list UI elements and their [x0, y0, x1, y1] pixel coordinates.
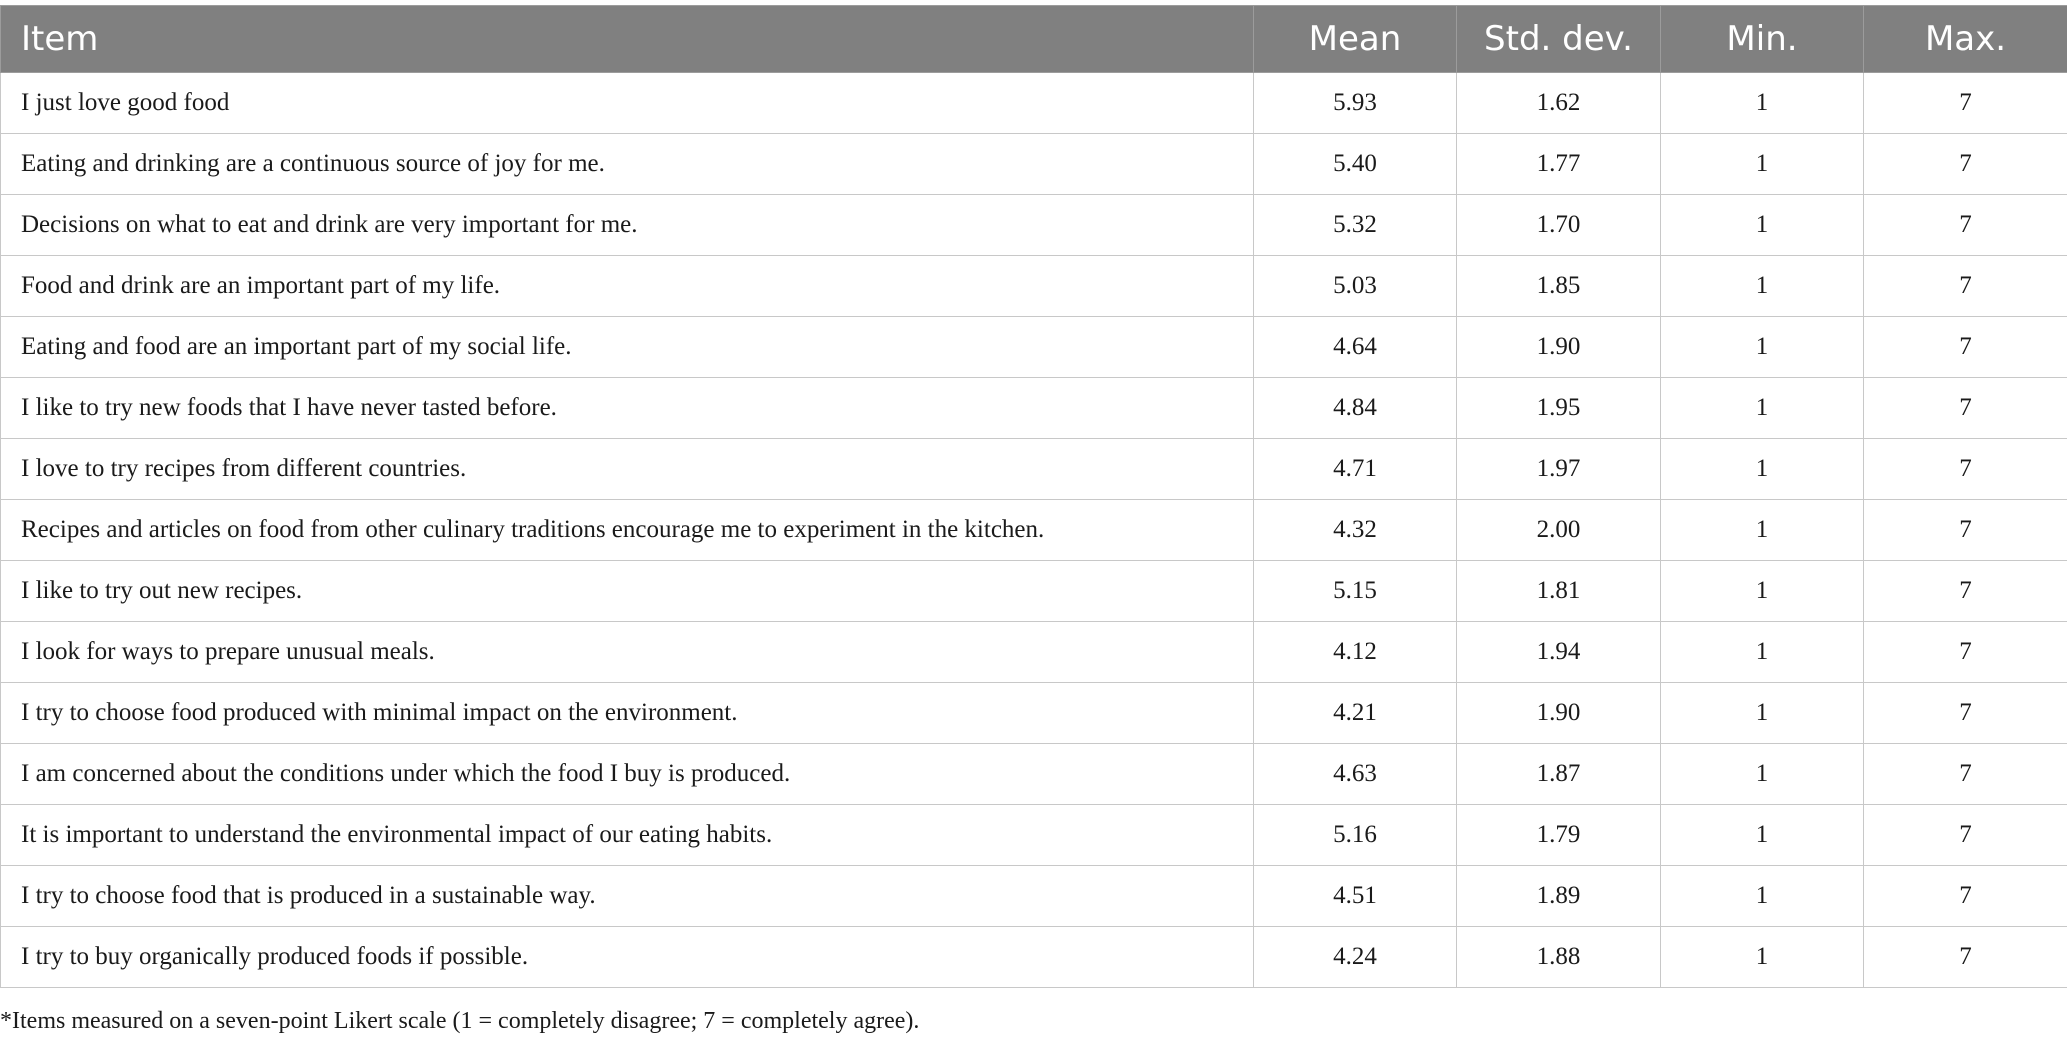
cell-std-dev: 1.87	[1457, 744, 1661, 805]
cell-max: 7	[1864, 744, 2067, 805]
cell-std-dev: 1.90	[1457, 683, 1661, 744]
cell-max: 7	[1864, 683, 2067, 744]
cell-item: I just love good food	[1, 73, 1254, 134]
cell-item: Eating and drinking are a continuous source of joy for me.	[1, 134, 1254, 195]
cell-std-dev: 1.89	[1457, 866, 1661, 927]
cell-max: 7	[1864, 927, 2067, 988]
cell-min: 1	[1661, 73, 1864, 134]
cell-min: 1	[1661, 622, 1864, 683]
cell-mean: 4.24	[1254, 927, 1457, 988]
cell-item: It is important to understand the environmental impact of our eating habits.	[1, 805, 1254, 866]
cell-max: 7	[1864, 805, 2067, 866]
table-row	[1, 317, 2067, 378]
cell-item: I try to buy organically produced foods if possible.	[1, 927, 1254, 988]
cell-max: 7	[1864, 500, 2067, 561]
cell-max: 7	[1864, 866, 2067, 927]
table-row	[1, 195, 2067, 256]
cell-min: 1	[1661, 683, 1864, 744]
cell-item: I look for ways to prepare unusual meals.	[1, 622, 1254, 683]
header-std-dev: Std. dev.	[1457, 6, 1661, 73]
cell-std-dev: 1.79	[1457, 805, 1661, 866]
cell-max: 7	[1864, 256, 2067, 317]
cell-mean: 5.15	[1254, 561, 1457, 622]
table-row	[1, 866, 2067, 927]
cell-max: 7	[1864, 317, 2067, 378]
table-row	[1, 927, 2067, 988]
cell-std-dev: 1.95	[1457, 378, 1661, 439]
cell-mean: 4.84	[1254, 378, 1457, 439]
cell-mean: 4.12	[1254, 622, 1457, 683]
cell-std-dev: 1.97	[1457, 439, 1661, 500]
cell-mean: 5.93	[1254, 73, 1457, 134]
cell-item: Recipes and articles on food from other culinary traditions encourage me to experiment in the kitchen.	[1, 500, 1254, 561]
cell-mean: 4.71	[1254, 439, 1457, 500]
table-row	[1, 256, 2067, 317]
cell-std-dev: 1.70	[1457, 195, 1661, 256]
cell-min: 1	[1661, 561, 1864, 622]
cell-std-dev: 1.85	[1457, 256, 1661, 317]
cell-mean: 4.51	[1254, 866, 1457, 927]
cell-item: I try to choose food produced with minimal impact on the environment.	[1, 683, 1254, 744]
table-footnote: *Items measured on a seven-point Likert scale (1 = completely disagree; 7 = completely agree).	[0, 1008, 920, 1034]
cell-min: 1	[1661, 866, 1864, 927]
cell-item: I try to choose food that is produced in a sustainable way.	[1, 866, 1254, 927]
table-row	[1, 439, 2067, 500]
cell-mean: 4.63	[1254, 744, 1457, 805]
table-row	[1, 500, 2067, 561]
statistics-table-container	[0, 5, 2067, 988]
cell-min: 1	[1661, 744, 1864, 805]
cell-min: 1	[1661, 195, 1864, 256]
cell-max: 7	[1864, 561, 2067, 622]
cell-std-dev: 1.81	[1457, 561, 1661, 622]
cell-item: Eating and food are an important part of my social life.	[1, 317, 1254, 378]
cell-std-dev: 1.62	[1457, 73, 1661, 134]
table-row	[1, 73, 2067, 134]
cell-item: I love to try recipes from different countries.	[1, 439, 1254, 500]
cell-std-dev: 1.94	[1457, 622, 1661, 683]
table-row	[1, 561, 2067, 622]
cell-item: Decisions on what to eat and drink are very important for me.	[1, 195, 1254, 256]
cell-min: 1	[1661, 256, 1864, 317]
cell-min: 1	[1661, 500, 1864, 561]
cell-mean: 5.32	[1254, 195, 1457, 256]
table-row	[1, 683, 2067, 744]
cell-mean: 4.64	[1254, 317, 1457, 378]
table-row	[1, 744, 2067, 805]
cell-item: I like to try out new recipes.	[1, 561, 1254, 622]
cell-min: 1	[1661, 378, 1864, 439]
cell-mean: 4.32	[1254, 500, 1457, 561]
cell-mean: 4.21	[1254, 683, 1457, 744]
cell-item: I like to try new foods that I have never tasted before.	[1, 378, 1254, 439]
cell-max: 7	[1864, 439, 2067, 500]
cell-min: 1	[1661, 134, 1864, 195]
table-row	[1, 622, 2067, 683]
cell-max: 7	[1864, 378, 2067, 439]
cell-item: I am concerned about the conditions under which the food I buy is produced.	[1, 744, 1254, 805]
cell-item: Food and drink are an important part of my life.	[1, 256, 1254, 317]
cell-min: 1	[1661, 927, 1864, 988]
cell-min: 1	[1661, 439, 1864, 500]
cell-std-dev: 1.90	[1457, 317, 1661, 378]
cell-max: 7	[1864, 73, 2067, 134]
table-row	[1, 805, 2067, 866]
header-max: Max.	[1864, 6, 2067, 73]
cell-mean: 5.40	[1254, 134, 1457, 195]
cell-max: 7	[1864, 134, 2067, 195]
cell-std-dev: 2.00	[1457, 500, 1661, 561]
table-row	[1, 134, 2067, 195]
cell-min: 1	[1661, 805, 1864, 866]
cell-mean: 5.03	[1254, 256, 1457, 317]
header-mean: Mean	[1254, 6, 1457, 73]
cell-mean: 5.16	[1254, 805, 1457, 866]
table-body	[1, 73, 2067, 988]
table-row	[1, 378, 2067, 439]
cell-max: 7	[1864, 622, 2067, 683]
cell-min: 1	[1661, 317, 1864, 378]
cell-std-dev: 1.77	[1457, 134, 1661, 195]
header-min: Min.	[1661, 6, 1864, 73]
cell-max: 7	[1864, 195, 2067, 256]
likert-statistics-table	[0, 5, 2067, 988]
header-item: Item	[1, 6, 1254, 73]
cell-std-dev: 1.88	[1457, 927, 1661, 988]
table-header-row	[1, 6, 2067, 73]
